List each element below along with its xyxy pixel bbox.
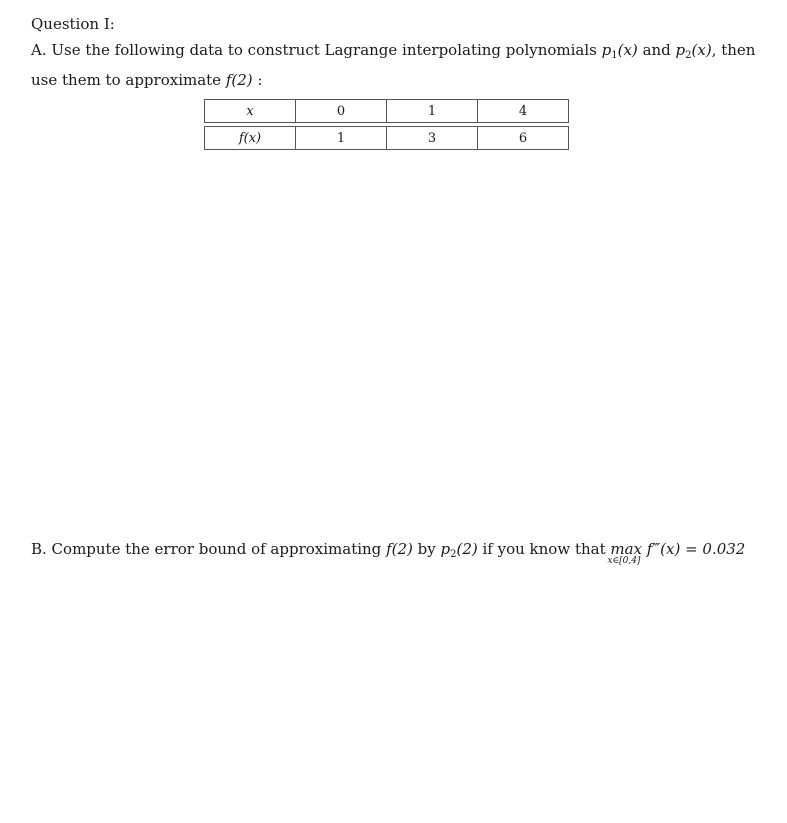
question-title: Question I:: [31, 15, 115, 33]
p1-symbol: $p_1(x)$: [601, 41, 638, 61]
part-a-text-1: A. Use the following data to construct Lagrange interpolating polynomials: [31, 41, 602, 59]
part-a-text-2: , then use them to approximate: [31, 41, 756, 89]
p2-symbol: $p_2(x)$: [675, 41, 712, 61]
p2-symbol-b: $p_2(2)$: [440, 540, 478, 560]
table-cell: 1: [386, 99, 477, 123]
table-header-fx: f(x): [204, 126, 295, 150]
table-cell: 0: [295, 99, 386, 123]
table-cell: 3: [386, 126, 477, 150]
data-table: [204, 96, 569, 153]
part-b-by: by: [412, 540, 441, 558]
table-cell: 4: [477, 99, 569, 123]
table-header-x: x: [204, 99, 295, 123]
max-subscript: x∈[0,4]: [607, 556, 641, 566]
part-a-and: and: [637, 41, 676, 59]
part-b-text-2: if you know that: [477, 540, 611, 558]
part-b-text: [31, 540, 746, 566]
max-expression: f‴(x) = 0.032: [642, 540, 746, 558]
part-a-text-3: :: [252, 71, 263, 89]
part-a-text: [31, 38, 761, 93]
part-b-text-1: B. Compute the error bound of approximating: [31, 540, 387, 558]
max-operator: max x∈[0,4]: [607, 540, 643, 566]
f2-symbol-b: f(2): [386, 540, 413, 558]
table-row-fx: [204, 126, 569, 150]
table-cell: 6: [477, 126, 569, 150]
table-cell: 1: [295, 126, 386, 150]
f2-symbol: f(2): [225, 71, 253, 89]
table-row-x: [204, 99, 569, 123]
